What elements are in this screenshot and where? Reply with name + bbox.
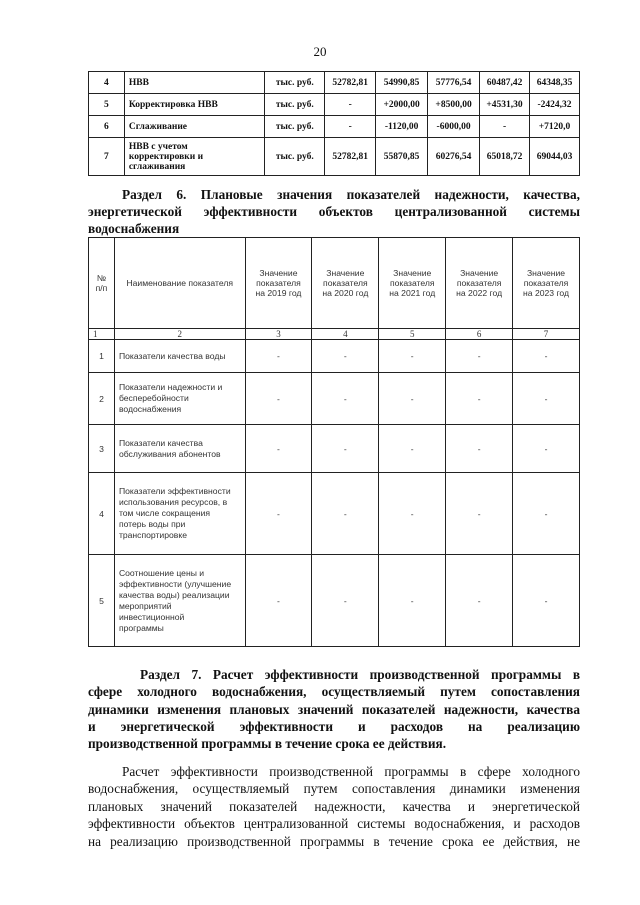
value-cell: -: [379, 373, 446, 425]
column-number: 1: [89, 329, 115, 340]
header-line: на 2019 год: [255, 288, 302, 298]
heading-line: производственной программы в течение срока ее действия.: [88, 736, 447, 752]
value-cell: +8500,00: [428, 94, 480, 116]
value-cell: -: [513, 555, 580, 647]
row-number: 6: [89, 116, 125, 138]
indicator-line: водоснабжения: [118, 404, 182, 414]
header-line: показателя: [456, 278, 502, 288]
value-cell: 60487,42: [480, 72, 530, 94]
row-name: Корректировка НВВ: [124, 94, 265, 116]
header-line: Значение: [393, 268, 432, 278]
indicator-line: Показатели качества: [118, 437, 203, 448]
value-cell: -: [325, 94, 376, 116]
table-row: [89, 373, 580, 425]
value-cell: -: [379, 473, 446, 555]
column-number: 7: [513, 329, 580, 340]
value-cell: -: [245, 473, 312, 555]
value-cell: -: [446, 340, 513, 373]
value-cell: 64348,35: [530, 72, 580, 94]
value-cell: 65018,72: [480, 138, 530, 176]
heading-line: динамики изменения плановых значений показателей надежности, качества: [88, 701, 580, 717]
row-number: 5: [89, 555, 115, 647]
indicator-name: [114, 555, 245, 647]
value-cell: 54990,85: [376, 72, 428, 94]
table-header-row: [89, 238, 580, 329]
table-row: [89, 116, 580, 138]
indicator-name: [114, 340, 245, 373]
header-line: на 2023 год: [523, 288, 570, 298]
row-number: 1: [89, 340, 115, 373]
value-cell: 55870,85: [376, 138, 428, 176]
indicator-line: программы: [118, 622, 164, 633]
value-cell: 60276,54: [428, 138, 480, 176]
value-cell: -: [446, 555, 513, 647]
header-line: показателя: [256, 278, 301, 288]
header-line: п/п: [95, 283, 108, 293]
header-line: на 2021 год: [389, 288, 436, 298]
header-line: Значение: [259, 268, 298, 278]
row-number: 4: [89, 72, 125, 94]
header-line: №: [96, 273, 107, 283]
value-cell: -2424,32: [530, 94, 580, 116]
value-cell: 57776,54: [428, 72, 480, 94]
value-cell: -: [513, 340, 580, 373]
indicator-line: Показатели надежности и: [118, 382, 223, 392]
indicator-name: [114, 473, 245, 555]
value-cell: -: [379, 340, 446, 373]
section-7-heading: [88, 666, 580, 752]
header-year: [312, 238, 379, 329]
paragraph-line: на реализацию производственной программы в течение срока ее действия, не: [88, 833, 580, 849]
indicator-name: [114, 373, 245, 425]
column-number: 5: [379, 329, 446, 340]
indicator-line: Показатели эффективности: [118, 486, 231, 496]
value-cell: -: [513, 425, 580, 473]
value-cell: -: [312, 373, 379, 425]
table-row: [89, 72, 580, 94]
indicator-line: транспортировке: [118, 530, 187, 540]
paragraph-line: эффективности объектов централизованной системы водоснабжения, и расходов: [88, 816, 580, 832]
value-cell: -: [245, 555, 312, 647]
row-unit: тыс. руб.: [265, 94, 325, 116]
indicator-line: инвестиционной: [118, 611, 185, 622]
value-cell: -: [446, 473, 513, 555]
header-name: Наименование показателя: [114, 238, 245, 329]
row-number: 5: [89, 94, 125, 116]
paragraph-line: Расчет эффективности производственной программы в сфере холодного: [122, 764, 580, 779]
value-cell: -: [325, 116, 376, 138]
row-name-line: НВВ с учетом: [128, 141, 188, 152]
row-name-line: корректировки и: [128, 151, 204, 162]
value-cell: -: [379, 425, 446, 473]
header-year: [513, 238, 580, 329]
value-cell: -: [480, 116, 530, 138]
row-unit: тыс. руб.: [265, 116, 325, 138]
header-number: [89, 238, 115, 329]
column-number: 6: [446, 329, 513, 340]
header-line: Значение: [526, 268, 566, 278]
value-cell: -: [513, 373, 580, 425]
indicator-line: бесперебойности: [118, 393, 189, 403]
indicator-line: эффективности (улучшение: [118, 578, 232, 589]
header-year: [379, 238, 446, 329]
table-row: [89, 473, 580, 555]
paragraph-line: водоснабжения, осуществляемый путем сопоставления динамики изменения: [88, 781, 580, 797]
row-number: 3: [89, 425, 115, 473]
column-number-row: [89, 329, 580, 340]
value-cell: -6000,00: [428, 116, 480, 138]
row-number: 7: [89, 138, 125, 176]
indicator-line: обслуживания абонентов: [118, 448, 221, 459]
body-paragraph: [88, 763, 580, 850]
page-number: 20: [313, 44, 327, 59]
indicator-table: [88, 237, 580, 647]
heading-line: Раздел 7. Расчет эффективности производственной программы в: [140, 667, 580, 682]
indicator-line: Соотношение цены и: [118, 567, 205, 578]
row-name: НВВ: [124, 72, 265, 94]
value-cell: -1120,00: [376, 116, 428, 138]
value-cell: 52782,81: [325, 72, 376, 94]
value-cell: -: [245, 340, 312, 373]
row-number: 4: [89, 473, 115, 555]
header-year: [446, 238, 513, 329]
table-row: [89, 425, 580, 473]
row-name-line: сглаживания: [128, 161, 186, 172]
table-row: [89, 555, 580, 647]
header-line: на 2022 год: [456, 288, 503, 298]
row-unit: тыс. руб.: [265, 138, 325, 176]
heading-line: и энергетической эффективности и расходов на реализацию: [88, 718, 580, 734]
value-cell: -: [312, 425, 379, 473]
value-cell: 52782,81: [325, 138, 376, 176]
column-number: 2: [114, 329, 245, 340]
heading-line: энергетической эффективности объектов централизованной системы: [88, 204, 580, 219]
row-number: 2: [89, 373, 115, 425]
table-row: [89, 340, 580, 373]
header-line: Значение: [460, 268, 499, 278]
header-line: показателя: [389, 278, 435, 288]
value-cell: 69044,03: [530, 138, 580, 176]
indicator-line: потерь воды при: [118, 519, 186, 529]
value-cell: -: [245, 373, 312, 425]
row-name: Сглаживание: [124, 116, 265, 138]
header-line: показателя: [523, 278, 569, 288]
column-number: 3: [245, 329, 312, 340]
value-cell: -: [312, 473, 379, 555]
indicator-line: Показатели качества воды: [118, 350, 226, 361]
value-cell: -: [513, 473, 580, 555]
column-number: 4: [312, 329, 379, 340]
table-row: [89, 94, 580, 116]
value-cell: -: [312, 555, 379, 647]
row-unit: тыс. руб.: [265, 72, 325, 94]
gross-revenue-table: [88, 71, 580, 176]
indicator-line: качества воды) реализации: [118, 589, 230, 600]
value-cell: -: [446, 373, 513, 425]
table-row: [89, 138, 580, 176]
value-cell: -: [312, 340, 379, 373]
paragraph-line: плановых значений показателей надежности, качества и энергетической: [88, 798, 580, 814]
row-name: [124, 138, 265, 176]
indicator-line: использования ресурсов, в: [118, 497, 228, 507]
indicator-line: мероприятий: [118, 600, 172, 611]
heading-line: Раздел 6. Плановые значения показателей надежности, качества,: [122, 187, 580, 202]
header-line: показателя: [323, 278, 368, 288]
indicator-name: [114, 425, 245, 473]
value-cell: +4531,30: [480, 94, 530, 116]
value-cell: -: [379, 555, 446, 647]
header-line: на 2020 год: [322, 288, 369, 298]
value-cell: +2000,00: [376, 94, 428, 116]
header-line: Значение: [326, 268, 365, 278]
heading-line: водоснабжения: [88, 221, 180, 236]
indicator-line: том числе сокращения: [118, 508, 211, 518]
heading-line: сфере холодного водоснабжения, осуществляемый путем сопоставления: [88, 684, 580, 700]
value-cell: -: [245, 425, 312, 473]
value-cell: -: [446, 425, 513, 473]
section-6-heading: [88, 186, 580, 237]
value-cell: +7120,0: [530, 116, 580, 138]
header-year: [245, 238, 312, 329]
